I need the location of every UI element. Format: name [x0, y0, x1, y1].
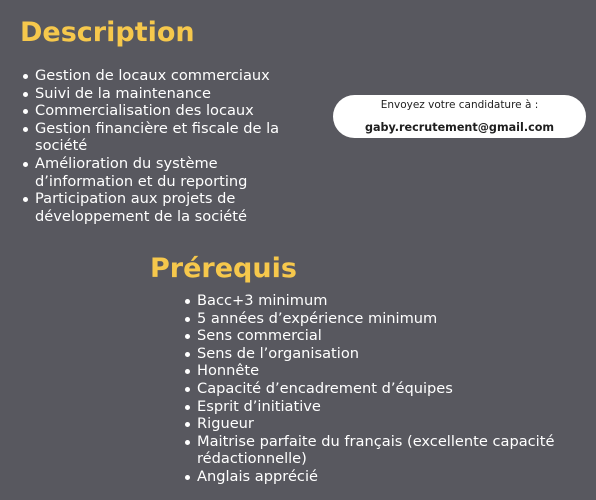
description-item: Amélioration du système d’information et du reporting [35, 155, 305, 190]
description-item: Gestion financière et fiscale de la société [35, 120, 305, 155]
contact-email[interactable]: gaby.recrutement@gmail.com [364, 121, 555, 134]
prerequis-item: Sens de l’organisation [197, 345, 596, 363]
prerequis-item: Maitrise parfaite du français (excellente capacité rédactionnelle) [197, 433, 596, 468]
description-item: Suivi de la maintenance [35, 85, 305, 103]
description-heading: Description [20, 17, 195, 48]
prerequis-item: Rigueur [197, 415, 596, 433]
description-item: Gestion de locaux commerciaux [35, 67, 305, 85]
prerequis-heading: Prérequis [150, 253, 297, 284]
description-list [20, 67, 305, 225]
prerequis-item: Honnête [197, 362, 596, 380]
contact-label: Envoyez votre candidature à : [380, 99, 539, 111]
description-item: Participation aux projets de développement de la société [35, 190, 305, 225]
contact-callout [333, 95, 586, 138]
description-item: Commercialisation des locaux [35, 102, 305, 120]
prerequis-item: 5 années d’expérience minimum [197, 310, 596, 328]
prerequis-item: Sens commercial [197, 327, 596, 345]
prerequis-item: Bacc+3 minimum [197, 292, 596, 310]
prerequis-item: Capacité d’encadrement d’équipes [197, 380, 596, 398]
prerequis-list [182, 292, 596, 486]
prerequis-item: Anglais apprécié [197, 468, 596, 486]
prerequis-item: Esprit d’initiative [197, 398, 596, 416]
